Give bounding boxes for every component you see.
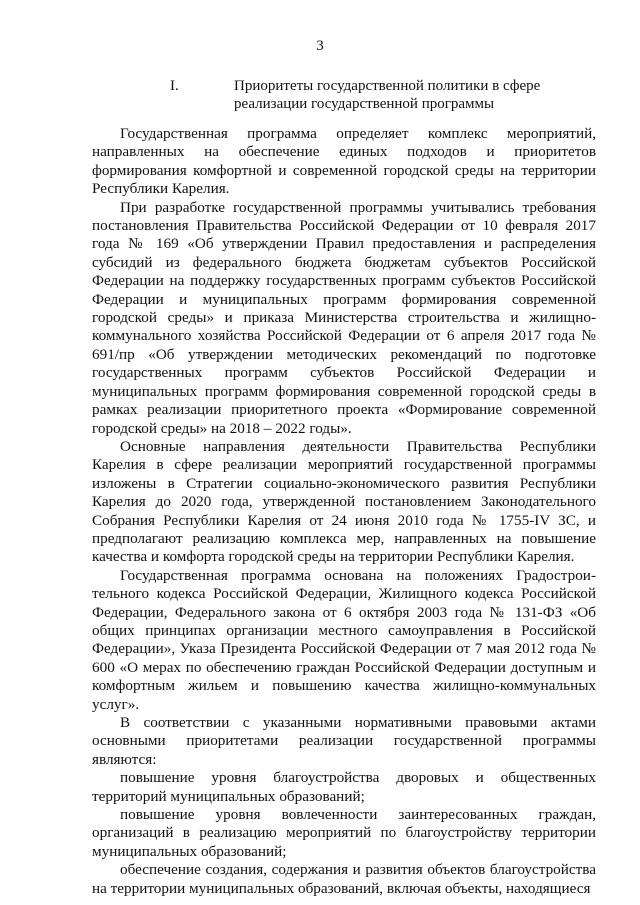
paragraph: Государственная программа основана на положениях Градостроительного кодекса Российской Федерации, Жилищного кодекса Российской Федерации, Федерального закона от 6 октября 2003 года № 131-ФЗ «Об общих принципах организации местного самоуправления в Российской Федерации», Указа Президента Российской Федерации от 7 мая 2012 года № 600 «О мерах по обеспечению граждан Российской Федерации доступным и комфортным жильем и повышению качества жилищно-коммунальных услуг». [92,566,596,713]
page-number: 3 [316,38,324,54]
list-item: повышение уровня благоустройства дворовых и общественных территорий муниципальных образований; [92,769,596,805]
paragraph: При разработке государственной программы учитывались требования постановления Правительства Российской Федерации от 10 февраля 2017 года № 169 «Об утверждении Правил предоставления и распределения субсидий из федерального бюджета бюджетам субъектов Российской Федерации на поддержку государственных программ субъектов Российской Федерации и муниципальных программ формирования современной городской среды» и приказа Министерства строительства и жилищно-коммунального хозяйства Российской Федерации от 6 апреля 2017 года № 691/пр «Об утверждении методических рекомендаций по подготовке государственных программ субъектов Российской Федерации и муниципальных программ формирования современной городской среды в рамках реализации приоритетного проекта «Формирование современной городской среды» на 2018 – 2022 годы». [92,198,596,437]
body-text [92,125,596,898]
list-item: обеспечение создания, содержания и развития объектов благоустройства на территории муниципальных образований, включая объекты, находящиеся [92,861,596,897]
paragraph: В соответствии с указанными нормативными правовыми актами основными приоритетами реализации государственной программы являются: [92,714,596,768]
list-item: повышение уровня вовлеченности заинтересованных граждан, организаций в реализацию мероприятий по благоустройству территории муниципальных образований; [92,806,596,860]
section-number: I. [170,78,179,94]
paragraph: Государственная программа определяет комплекс мероприятий, направленных на обеспечение единых подходов и приоритетов формирования комфортной и современной городской среды на территории Республики Карелия. [92,125,596,198]
section-title-line2: реализации государственной программы [234,96,495,112]
paragraph: Основные направления деятельности Правительства Республики Карелия в сфере реализации мероприятий государственной программы изложены в Стратегии социально-экономического развития Республики Карелия до 2020 года, утвержденной постановлением Законодательного Собрания Республики Карелия от 24 июня 2010 года № 1755-IV ЗС, и предполагают реализацию комплекса мер, направленных на повышение качества и комфорта городской среды на территории Республики Карелия. [92,437,596,566]
section-title-line1: Приоритеты государственной политики в сфере [234,78,541,94]
